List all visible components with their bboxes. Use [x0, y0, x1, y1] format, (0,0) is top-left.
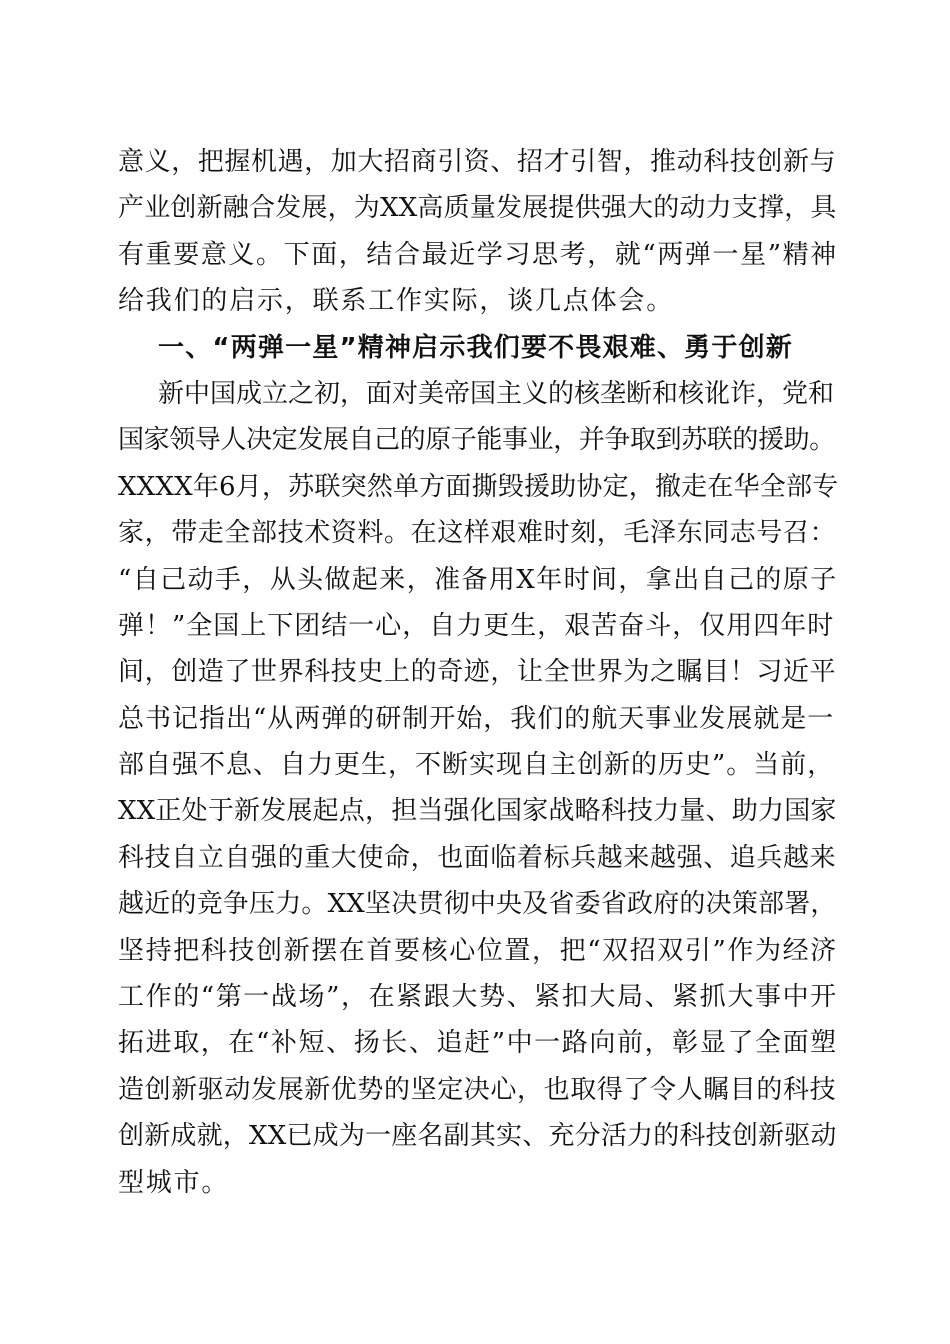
paragraph-line: 国家领导人决定发展自己的原子能事业，并争取到苏联的援助。: [118, 425, 835, 456]
paragraph-line: 有重要意义。下面，结合最近学习思考，就“两弹一星”精神: [118, 239, 838, 270]
paragraph-line: 产业创新融合发展，为XX高质量发展提供强大的动力支撑，具: [118, 193, 837, 224]
section-heading: 一、“两弹一星”精神启示我们要不畏艰难、勇于创新: [158, 332, 793, 363]
paragraph-line: 总书记指出“从两弹的研制开始，我们的航天事业发展就是一: [118, 703, 835, 734]
paragraph-line: 部自强不息、自力更生，不断实现自主创新的历史”。当前，: [118, 750, 835, 781]
paragraph-line: 家，带走全部技术资料。在这样艰难时刻，毛泽东同志号召：: [118, 518, 837, 549]
paragraph-line: 造创新驱动发展新优势的坚定决心，也取得了令人瞩目的科技: [118, 1074, 837, 1105]
paragraph-line: “自己动手，从头做起来，准备用X年时间，拿出自己的原子: [118, 564, 838, 595]
paragraph-line: 给我们的启示，联系工作实际，谈几点体会。: [118, 286, 675, 317]
paragraph-line: XXXX年6月，苏联突然单方面撕毁援助协定，撤走在华全部专: [118, 471, 839, 502]
paragraph-line: 间，创造了世界科技史上的奇迹，让全世界为之瞩目！习近平: [118, 657, 837, 688]
paragraph-line: 科技自立自强的重大使命，也面临着标兵越来越强、追兵越来: [118, 842, 837, 873]
paragraph-line: 新中国成立之初，面对美帝国主义的核垄断和核讹诈，党和: [158, 378, 835, 409]
paragraph-line: 意义，把握机遇，加大招商引资、招才引智，推动科技创新与: [118, 147, 837, 177]
paragraph-line: 弹！”全国上下团结一心，自力更生，艰苦奋斗，仅用四年时: [118, 610, 835, 641]
paragraph-line: 创新成就，XX已成为一座名副其实、充分活力的科技创新驱动: [118, 1121, 837, 1152]
paragraph-line: 越近的竞争压力。XX坚决贯彻中央及省委省政府的决策部署，: [118, 889, 837, 920]
paragraph-line: 工作的“第一战场”，在紧跟大势、紧扣大局、紧抓大事中开: [118, 982, 838, 1013]
paragraph-line: 拓进取，在“补短、扬长、追赶”中一路向前，彰显了全面塑: [118, 1028, 838, 1059]
paragraph-line: 坚持把科技创新摆在首要核心位置，把“双招双引”作为经济: [118, 935, 838, 966]
paragraph-line: 型城市。: [118, 1167, 230, 1198]
document-body: [118, 139, 838, 1206]
paragraph-line: XX正处于新发展起点，担当强化国家战略科技力量、助力国家: [118, 796, 837, 827]
